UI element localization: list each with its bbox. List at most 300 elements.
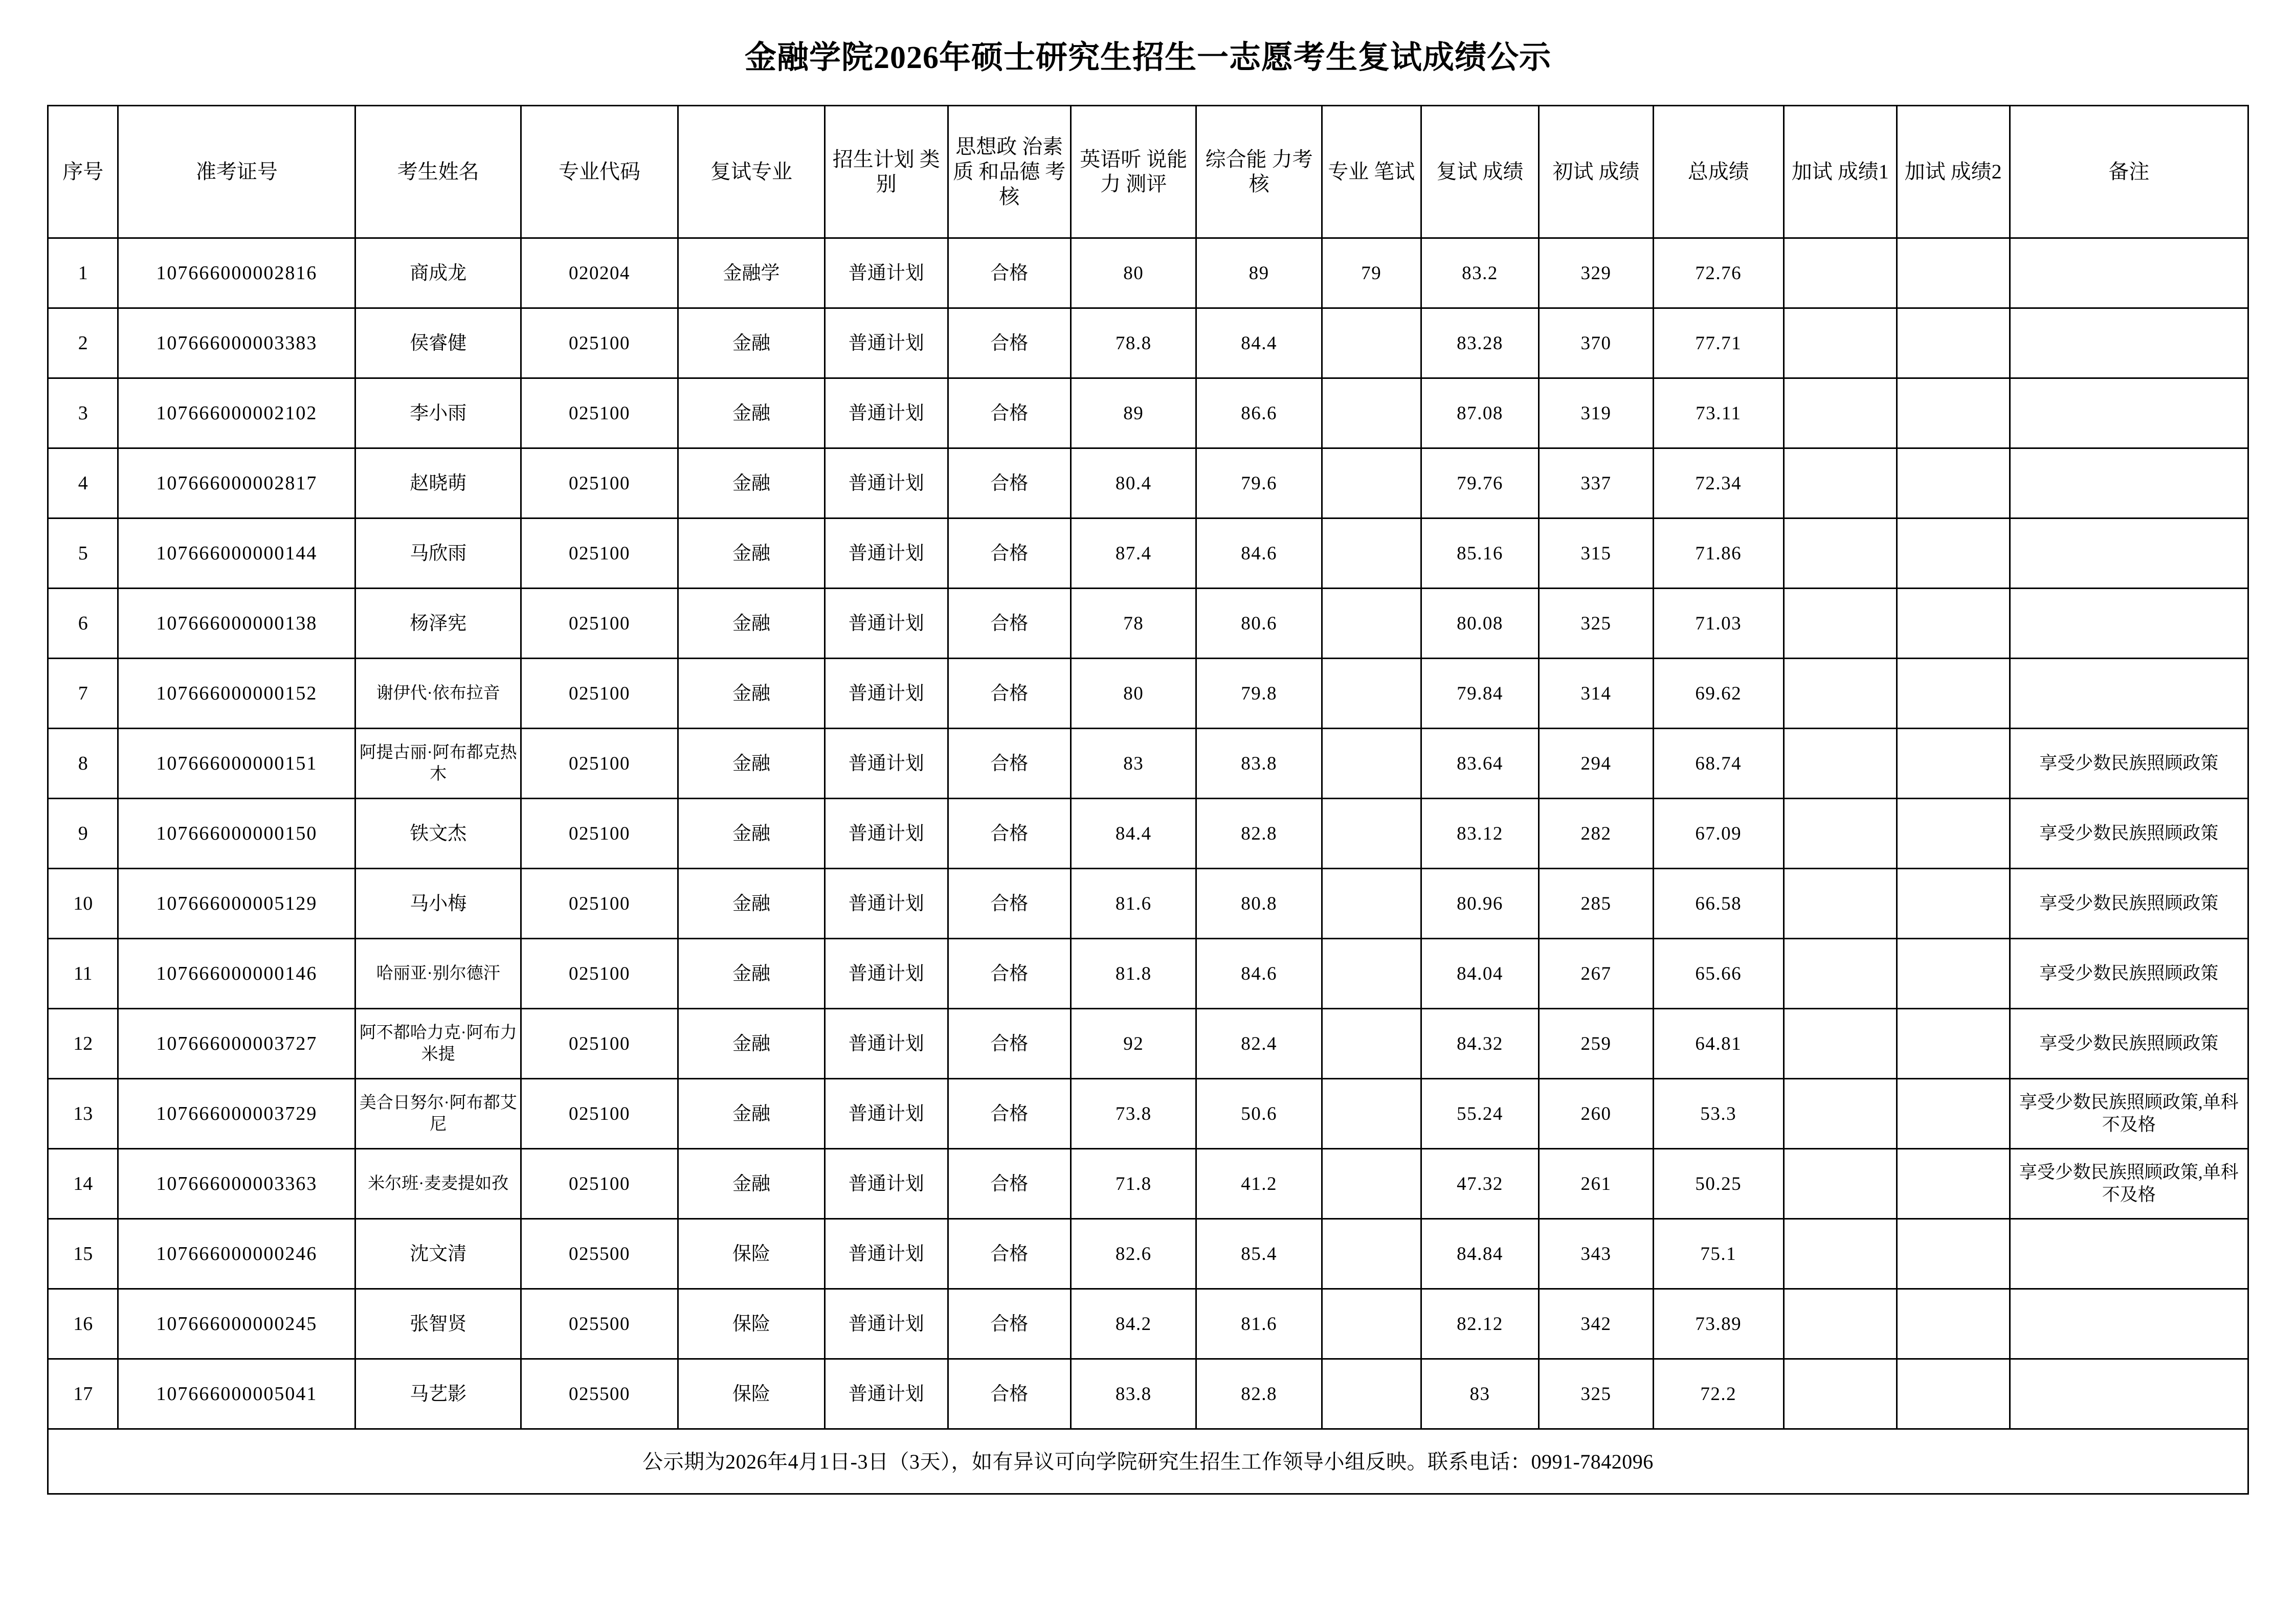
- cell-english-test: 78: [1071, 589, 1196, 659]
- cell-extra1: [1784, 1079, 1897, 1149]
- cell-total-score: 69.62: [1653, 659, 1784, 729]
- column-header-written-test: 专业 笔试: [1322, 106, 1421, 238]
- table-row: [48, 729, 2248, 799]
- cell-retest-major: 金融: [678, 378, 824, 448]
- cell-extra2: [1897, 308, 2010, 378]
- table-header: [48, 106, 2248, 238]
- cell-remark: 享受少数民族照顾政策: [2010, 869, 2248, 939]
- table-row: [48, 659, 2248, 729]
- cell-plan-type: 普通计划: [825, 238, 948, 308]
- cell-english-test: 80: [1071, 659, 1196, 729]
- cell-retest-score: 79.84: [1421, 659, 1539, 729]
- cell-extra1: [1784, 799, 1897, 869]
- cell-plan-type: 普通计划: [825, 1289, 948, 1359]
- cell-major-code: 025100: [521, 1079, 678, 1149]
- cell-extra1: [1784, 448, 1897, 518]
- cell-total-score: 66.58: [1653, 869, 1784, 939]
- cell-retest-score: 47.32: [1421, 1149, 1539, 1219]
- cell-moral-check: 合格: [948, 1079, 1071, 1149]
- cell-name: 赵晓萌: [355, 448, 521, 518]
- cell-written-test: [1322, 1219, 1421, 1289]
- column-header-extra2: 加试 成绩2: [1897, 106, 2010, 238]
- cell-first-score: 285: [1539, 869, 1653, 939]
- cell-total-score: 71.03: [1653, 589, 1784, 659]
- cell-remark: [2010, 448, 2248, 518]
- cell-retest-major: 金融: [678, 659, 824, 729]
- cell-ticket-no: 107666000003729: [118, 1079, 355, 1149]
- table-row: [48, 518, 2248, 589]
- cell-english-test: 80: [1071, 238, 1196, 308]
- table-row: [48, 1219, 2248, 1289]
- cell-index: 9: [48, 799, 118, 869]
- cell-major-code: 025100: [521, 378, 678, 448]
- cell-extra1: [1784, 378, 1897, 448]
- cell-plan-type: 普通计划: [825, 729, 948, 799]
- cell-ticket-no: 107666000000138: [118, 589, 355, 659]
- cell-name: 哈丽亚·别尔德汗: [355, 939, 521, 1009]
- table-row: [48, 869, 2248, 939]
- cell-comprehensive: 41.2: [1196, 1149, 1322, 1219]
- page-title: 金融学院2026年硕士研究生招生一志愿考生复试成绩公示: [744, 40, 1551, 75]
- cell-index: 10: [48, 869, 118, 939]
- cell-comprehensive: 81.6: [1196, 1289, 1322, 1359]
- cell-index: 7: [48, 659, 118, 729]
- cell-retest-score: 80.08: [1421, 589, 1539, 659]
- cell-ticket-no: 107666000000151: [118, 729, 355, 799]
- cell-moral-check: 合格: [948, 1149, 1071, 1219]
- cell-retest-major: 金融: [678, 518, 824, 589]
- column-header-first-score: 初试 成绩: [1539, 106, 1653, 238]
- cell-name: 李小雨: [355, 378, 521, 448]
- cell-first-score: 329: [1539, 238, 1653, 308]
- cell-plan-type: 普通计划: [825, 308, 948, 378]
- cell-ticket-no: 107666000002817: [118, 448, 355, 518]
- cell-english-test: 84.2: [1071, 1289, 1196, 1359]
- cell-first-score: 314: [1539, 659, 1653, 729]
- cell-retest-major: 金融: [678, 308, 824, 378]
- cell-major-code: 025100: [521, 518, 678, 589]
- cell-moral-check: 合格: [948, 589, 1071, 659]
- cell-plan-type: 普通计划: [825, 659, 948, 729]
- cell-moral-check: 合格: [948, 1219, 1071, 1289]
- cell-major-code: 025100: [521, 1009, 678, 1079]
- cell-ticket-no: 107666000003727: [118, 1009, 355, 1079]
- cell-written-test: [1322, 448, 1421, 518]
- cell-extra2: [1897, 1359, 2010, 1429]
- cell-plan-type: 普通计划: [825, 589, 948, 659]
- cell-retest-major: 金融: [678, 939, 824, 1009]
- table-row: [48, 1289, 2248, 1359]
- column-header-extra1: 加试 成绩1: [1784, 106, 1897, 238]
- cell-comprehensive: 80.8: [1196, 869, 1322, 939]
- cell-remark: 享受少数民族照顾政策: [2010, 729, 2248, 799]
- cell-name: 马欣雨: [355, 518, 521, 589]
- cell-major-code: 025100: [521, 308, 678, 378]
- cell-english-test: 81.8: [1071, 939, 1196, 1009]
- cell-remark: [2010, 238, 2248, 308]
- table-row: [48, 939, 2248, 1009]
- column-header-moral-check: 思想政 治素质 和品德 考核: [948, 106, 1071, 238]
- cell-total-score: 72.2: [1653, 1359, 1784, 1429]
- cell-plan-type: 普通计划: [825, 1149, 948, 1219]
- cell-ticket-no: 107666000005041: [118, 1359, 355, 1429]
- cell-extra2: [1897, 518, 2010, 589]
- cell-comprehensive: 80.6: [1196, 589, 1322, 659]
- cell-extra2: [1897, 1219, 2010, 1289]
- cell-extra2: [1897, 448, 2010, 518]
- cell-name: 米尔班·麦麦提如孜: [355, 1149, 521, 1219]
- cell-index: 13: [48, 1079, 118, 1149]
- cell-extra1: [1784, 1359, 1897, 1429]
- cell-ticket-no: 107666000003383: [118, 308, 355, 378]
- cell-extra1: [1784, 238, 1897, 308]
- cell-name: 铁文杰: [355, 799, 521, 869]
- cell-retest-score: 87.08: [1421, 378, 1539, 448]
- cell-plan-type: 普通计划: [825, 448, 948, 518]
- cell-retest-major: 金融: [678, 1009, 824, 1079]
- cell-ticket-no: 107666000003363: [118, 1149, 355, 1219]
- cell-first-score: 325: [1539, 1359, 1653, 1429]
- cell-retest-major: 金融: [678, 1149, 824, 1219]
- table-row: [48, 238, 2248, 308]
- table-row: [48, 1079, 2248, 1149]
- column-header-retest-major: 复试专业: [678, 106, 824, 238]
- cell-written-test: [1322, 1289, 1421, 1359]
- cell-comprehensive: 50.6: [1196, 1079, 1322, 1149]
- cell-major-code: 025100: [521, 939, 678, 1009]
- table-row: [48, 589, 2248, 659]
- cell-remark: [2010, 659, 2248, 729]
- cell-retest-major: 金融学: [678, 238, 824, 308]
- cell-name: 侯睿健: [355, 308, 521, 378]
- cell-english-test: 83.8: [1071, 1359, 1196, 1429]
- cell-moral-check: 合格: [948, 939, 1071, 1009]
- cell-name: 商成龙: [355, 238, 521, 308]
- column-header-english-test: 英语听 说能力 测评: [1071, 106, 1196, 238]
- cell-index: 4: [48, 448, 118, 518]
- cell-written-test: [1322, 939, 1421, 1009]
- cell-ticket-no: 107666000000246: [118, 1219, 355, 1289]
- cell-extra2: [1897, 1149, 2010, 1219]
- cell-ticket-no: 107666000000146: [118, 939, 355, 1009]
- cell-extra1: [1784, 518, 1897, 589]
- cell-ticket-no: 107666000000144: [118, 518, 355, 589]
- cell-extra2: [1897, 1079, 2010, 1149]
- cell-first-score: 325: [1539, 589, 1653, 659]
- cell-plan-type: 普通计划: [825, 518, 948, 589]
- cell-moral-check: 合格: [948, 799, 1071, 869]
- cell-remark: 享受少数民族照顾政策: [2010, 1009, 2248, 1079]
- cell-extra2: [1897, 589, 2010, 659]
- cell-major-code: 025500: [521, 1359, 678, 1429]
- cell-total-score: 73.11: [1653, 378, 1784, 448]
- cell-retest-major: 金融: [678, 729, 824, 799]
- cell-total-score: 50.25: [1653, 1149, 1784, 1219]
- cell-remark: [2010, 308, 2248, 378]
- cell-english-test: 82.6: [1071, 1219, 1196, 1289]
- cell-ticket-no: 107666000002102: [118, 378, 355, 448]
- cell-english-test: 80.4: [1071, 448, 1196, 518]
- cell-retest-score: 83.28: [1421, 308, 1539, 378]
- cell-moral-check: 合格: [948, 1359, 1071, 1429]
- publicity-period-note: 公示期为2026年4月1日-3日（3天），如有异议可向学院研究生招生工作领导小组反映。联系电话：0991-7842096: [48, 1429, 2248, 1494]
- cell-remark: [2010, 1289, 2248, 1359]
- cell-english-test: 92: [1071, 1009, 1196, 1079]
- cell-first-score: 282: [1539, 799, 1653, 869]
- cell-english-test: 83: [1071, 729, 1196, 799]
- cell-written-test: [1322, 799, 1421, 869]
- table-footer: [48, 1429, 2248, 1494]
- cell-comprehensive: 86.6: [1196, 378, 1322, 448]
- cell-retest-major: 保险: [678, 1219, 824, 1289]
- column-header-comprehensive: 综合能 力考核: [1196, 106, 1322, 238]
- table-row: [48, 1009, 2248, 1079]
- cell-plan-type: 普通计划: [825, 1079, 948, 1149]
- table-row: [48, 378, 2248, 448]
- cell-first-score: 370: [1539, 308, 1653, 378]
- cell-first-score: 267: [1539, 939, 1653, 1009]
- cell-written-test: [1322, 869, 1421, 939]
- cell-comprehensive: 83.8: [1196, 729, 1322, 799]
- cell-retest-score: 84.84: [1421, 1219, 1539, 1289]
- cell-index: 15: [48, 1219, 118, 1289]
- cell-moral-check: 合格: [948, 238, 1071, 308]
- cell-written-test: [1322, 729, 1421, 799]
- cell-retest-score: 84.04: [1421, 939, 1539, 1009]
- cell-remark: 享受少数民族照顾政策,单科不及格: [2010, 1079, 2248, 1149]
- cell-index: 14: [48, 1149, 118, 1219]
- cell-major-code: 025100: [521, 869, 678, 939]
- cell-remark: 享受少数民族照顾政策: [2010, 939, 2248, 1009]
- column-header-total-score: 总成绩: [1653, 106, 1784, 238]
- table-row: [48, 1359, 2248, 1429]
- cell-retest-major: 金融: [678, 799, 824, 869]
- cell-name: 阿提古丽·阿布都克热木: [355, 729, 521, 799]
- cell-written-test: [1322, 518, 1421, 589]
- cell-plan-type: 普通计划: [825, 869, 948, 939]
- cell-retest-major: 金融: [678, 869, 824, 939]
- cell-remark: [2010, 589, 2248, 659]
- cell-retest-major: 金融: [678, 1079, 824, 1149]
- cell-moral-check: 合格: [948, 1009, 1071, 1079]
- cell-english-test: 78.8: [1071, 308, 1196, 378]
- cell-ticket-no: 107666000000245: [118, 1289, 355, 1359]
- cell-retest-score: 55.24: [1421, 1079, 1539, 1149]
- cell-extra1: [1784, 1219, 1897, 1289]
- cell-extra2: [1897, 1289, 2010, 1359]
- column-header-major-code: 专业代码: [521, 106, 678, 238]
- cell-extra2: [1897, 869, 2010, 939]
- cell-total-score: 75.1: [1653, 1219, 1784, 1289]
- cell-retest-score: 80.96: [1421, 869, 1539, 939]
- cell-total-score: 72.76: [1653, 238, 1784, 308]
- cell-comprehensive: 82.4: [1196, 1009, 1322, 1079]
- cell-retest-major: 金融: [678, 448, 824, 518]
- cell-written-test: [1322, 589, 1421, 659]
- cell-remark: 享受少数民族照顾政策,单科不及格: [2010, 1149, 2248, 1219]
- cell-retest-major: 保险: [678, 1289, 824, 1359]
- cell-retest-major: 金融: [678, 589, 824, 659]
- cell-extra1: [1784, 659, 1897, 729]
- column-header-ticket-no: 准考证号: [118, 106, 355, 238]
- cell-name: 阿不都哈力克·阿布力米提: [355, 1009, 521, 1079]
- cell-comprehensive: 84.4: [1196, 308, 1322, 378]
- cell-extra2: [1897, 799, 2010, 869]
- cell-first-score: 319: [1539, 378, 1653, 448]
- cell-first-score: 343: [1539, 1219, 1653, 1289]
- cell-english-test: 84.4: [1071, 799, 1196, 869]
- cell-written-test: [1322, 1079, 1421, 1149]
- cell-extra2: [1897, 238, 2010, 308]
- cell-moral-check: 合格: [948, 1289, 1071, 1359]
- cell-written-test: [1322, 378, 1421, 448]
- cell-moral-check: 合格: [948, 518, 1071, 589]
- cell-retest-score: 79.76: [1421, 448, 1539, 518]
- cell-major-code: 025100: [521, 589, 678, 659]
- table-row: [48, 1149, 2248, 1219]
- cell-name: 美合日努尔·阿布都艾尼: [355, 1079, 521, 1149]
- cell-total-score: 53.3: [1653, 1079, 1784, 1149]
- cell-comprehensive: 89: [1196, 238, 1322, 308]
- cell-total-score: 71.86: [1653, 518, 1784, 589]
- cell-retest-score: 84.32: [1421, 1009, 1539, 1079]
- cell-retest-major: 保险: [678, 1359, 824, 1429]
- cell-plan-type: 普通计划: [825, 1219, 948, 1289]
- cell-extra1: [1784, 729, 1897, 799]
- column-header-index: 序号: [48, 106, 118, 238]
- column-header-retest-score: 复试 成绩: [1421, 106, 1539, 238]
- cell-total-score: 67.09: [1653, 799, 1784, 869]
- cell-first-score: 261: [1539, 1149, 1653, 1219]
- cell-moral-check: 合格: [948, 729, 1071, 799]
- cell-extra1: [1784, 939, 1897, 1009]
- table-body: [48, 238, 2248, 1429]
- cell-first-score: 294: [1539, 729, 1653, 799]
- cell-moral-check: 合格: [948, 659, 1071, 729]
- cell-comprehensive: 82.8: [1196, 1359, 1322, 1429]
- cell-ticket-no: 107666000000150: [118, 799, 355, 869]
- cell-index: 8: [48, 729, 118, 799]
- cell-extra1: [1784, 1149, 1897, 1219]
- cell-english-test: 73.8: [1071, 1079, 1196, 1149]
- cell-total-score: 68.74: [1653, 729, 1784, 799]
- cell-first-score: 315: [1539, 518, 1653, 589]
- cell-index: 1: [48, 238, 118, 308]
- cell-ticket-no: 107666000002816: [118, 238, 355, 308]
- cell-name: 马小梅: [355, 869, 521, 939]
- cell-extra2: [1897, 1009, 2010, 1079]
- table-row: [48, 308, 2248, 378]
- cell-plan-type: 普通计划: [825, 378, 948, 448]
- cell-remark: [2010, 518, 2248, 589]
- cell-first-score: 260: [1539, 1079, 1653, 1149]
- cell-index: 11: [48, 939, 118, 1009]
- cell-comprehensive: 84.6: [1196, 518, 1322, 589]
- cell-english-test: 71.8: [1071, 1149, 1196, 1219]
- cell-moral-check: 合格: [948, 448, 1071, 518]
- cell-moral-check: 合格: [948, 308, 1071, 378]
- cell-index: 5: [48, 518, 118, 589]
- cell-index: 6: [48, 589, 118, 659]
- cell-name: 杨泽宪: [355, 589, 521, 659]
- cell-comprehensive: 79.6: [1196, 448, 1322, 518]
- cell-total-score: 77.71: [1653, 308, 1784, 378]
- cell-extra2: [1897, 378, 2010, 448]
- cell-written-test: [1322, 1359, 1421, 1429]
- cell-written-test: [1322, 1149, 1421, 1219]
- cell-english-test: 81.6: [1071, 869, 1196, 939]
- table-row: [48, 799, 2248, 869]
- footer-row: [48, 1429, 2248, 1494]
- cell-index: 3: [48, 378, 118, 448]
- cell-extra1: [1784, 308, 1897, 378]
- cell-extra1: [1784, 869, 1897, 939]
- cell-major-code: 020204: [521, 238, 678, 308]
- cell-index: 2: [48, 308, 118, 378]
- cell-first-score: 337: [1539, 448, 1653, 518]
- score-table-container: [0, 105, 2296, 1495]
- cell-moral-check: 合格: [948, 869, 1071, 939]
- cell-written-test: 79: [1322, 238, 1421, 308]
- cell-name: 马艺影: [355, 1359, 521, 1429]
- cell-major-code: 025500: [521, 1289, 678, 1359]
- cell-ticket-no: 107666000000152: [118, 659, 355, 729]
- column-header-remark: 备注: [2010, 106, 2248, 238]
- cell-comprehensive: 85.4: [1196, 1219, 1322, 1289]
- cell-name: 张智贤: [355, 1289, 521, 1359]
- cell-major-code: 025100: [521, 729, 678, 799]
- cell-comprehensive: 79.8: [1196, 659, 1322, 729]
- cell-retest-score: 85.16: [1421, 518, 1539, 589]
- cell-extra1: [1784, 589, 1897, 659]
- cell-plan-type: 普通计划: [825, 799, 948, 869]
- cell-retest-score: 83.64: [1421, 729, 1539, 799]
- cell-remark: [2010, 1359, 2248, 1429]
- cell-ticket-no: 107666000005129: [118, 869, 355, 939]
- cell-comprehensive: 84.6: [1196, 939, 1322, 1009]
- cell-written-test: [1322, 308, 1421, 378]
- cell-extra1: [1784, 1289, 1897, 1359]
- cell-major-code: 025100: [521, 659, 678, 729]
- header-row: [48, 106, 2248, 238]
- cell-extra2: [1897, 729, 2010, 799]
- cell-retest-score: 83.12: [1421, 799, 1539, 869]
- cell-plan-type: 普通计划: [825, 1359, 948, 1429]
- cell-moral-check: 合格: [948, 378, 1071, 448]
- cell-extra2: [1897, 939, 2010, 1009]
- cell-name: 沈文清: [355, 1219, 521, 1289]
- cell-retest-score: 82.12: [1421, 1289, 1539, 1359]
- column-header-plan-type: 招生计划 类别: [825, 106, 948, 238]
- cell-first-score: 342: [1539, 1289, 1653, 1359]
- cell-retest-score: 83: [1421, 1359, 1539, 1429]
- cell-major-code: 025100: [521, 1149, 678, 1219]
- cell-total-score: 65.66: [1653, 939, 1784, 1009]
- cell-first-score: 259: [1539, 1009, 1653, 1079]
- table-row: [48, 448, 2248, 518]
- cell-comprehensive: 82.8: [1196, 799, 1322, 869]
- cell-english-test: 87.4: [1071, 518, 1196, 589]
- cell-extra2: [1897, 659, 2010, 729]
- cell-name: 谢伊代·依布拉音: [355, 659, 521, 729]
- cell-total-score: 72.34: [1653, 448, 1784, 518]
- cell-written-test: [1322, 1009, 1421, 1079]
- column-header-name: 考生姓名: [355, 106, 521, 238]
- cell-plan-type: 普通计划: [825, 939, 948, 1009]
- cell-retest-score: 83.2: [1421, 238, 1539, 308]
- cell-remark: [2010, 378, 2248, 448]
- cell-major-code: 025500: [521, 1219, 678, 1289]
